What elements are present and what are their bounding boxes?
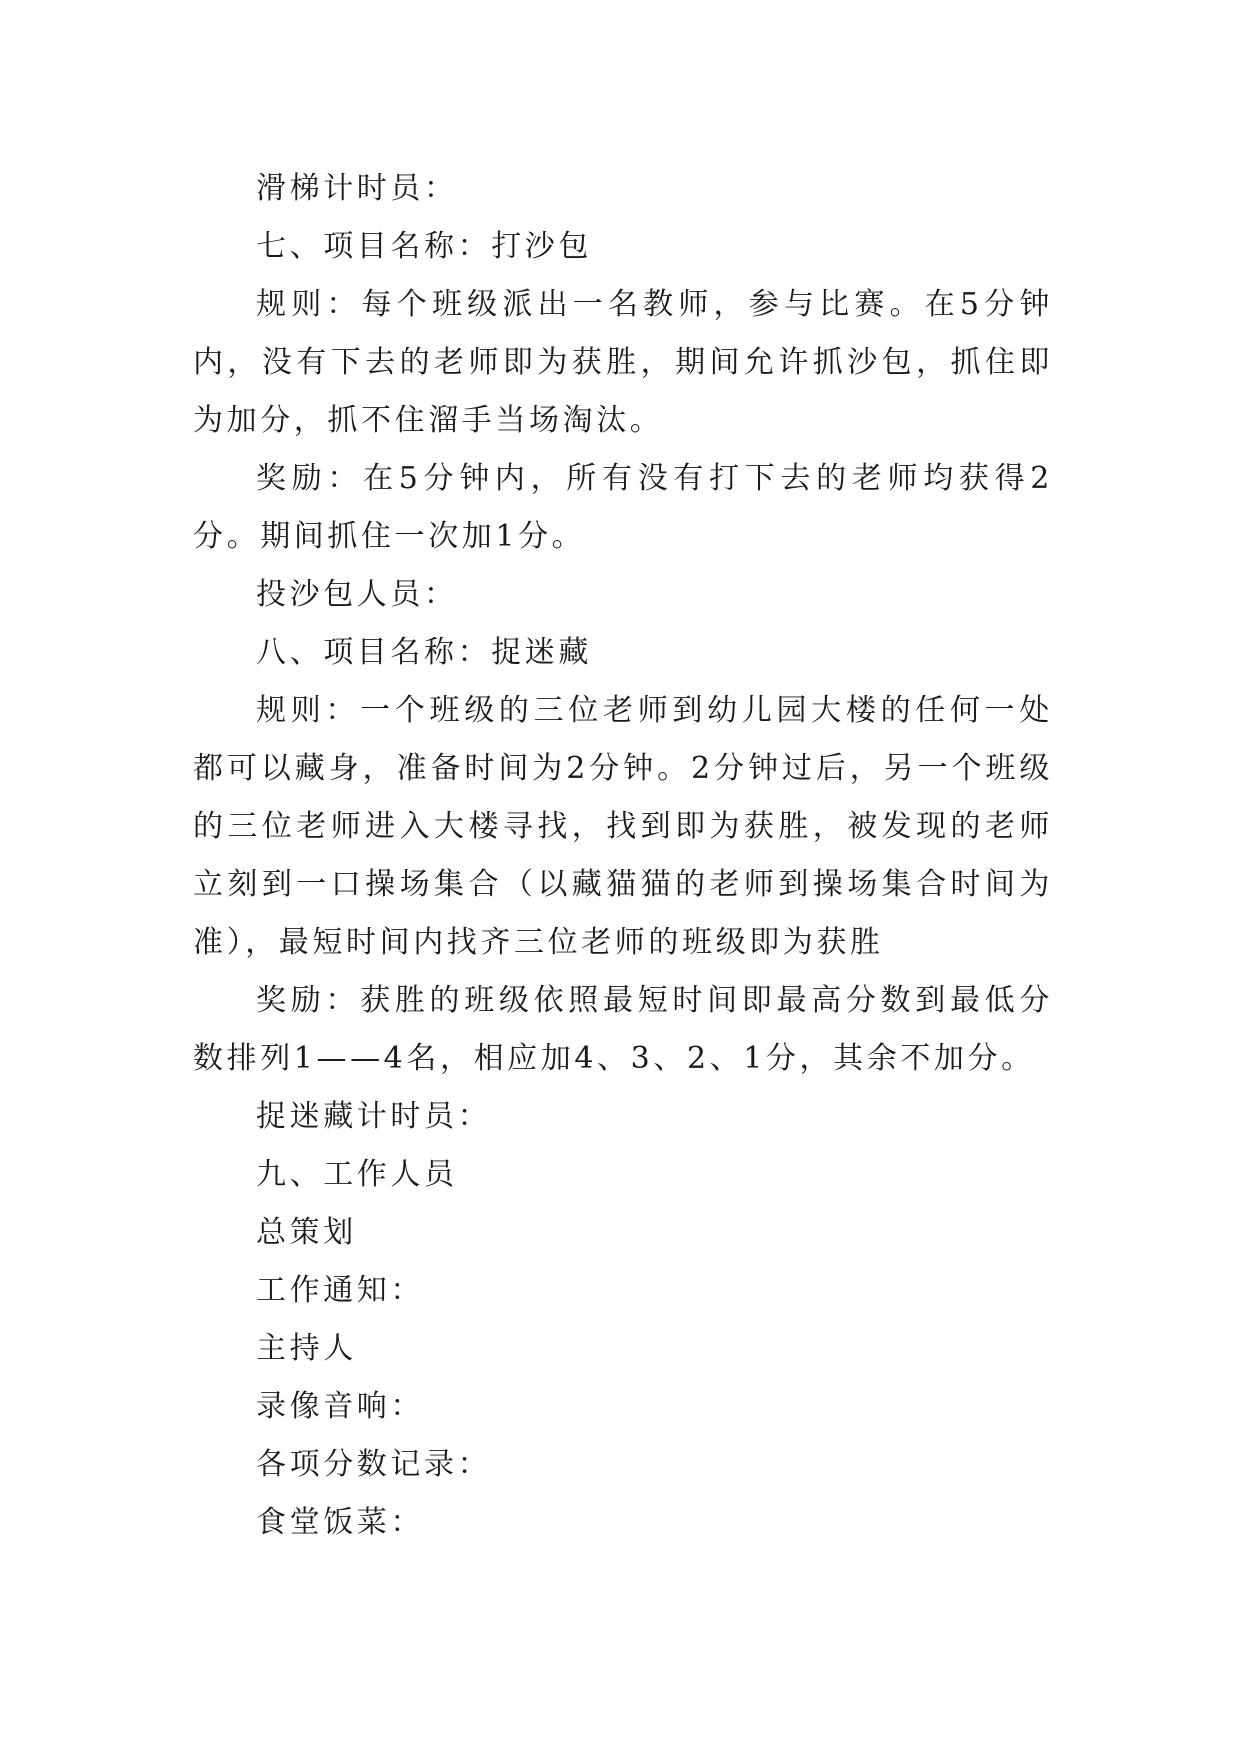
- heading-item-eight: 八、项目名称：捉迷藏: [256, 635, 592, 670]
- paragraph-host: 主持人: [256, 1331, 357, 1366]
- paragraph-hide-seek-timer: 捉迷藏计时员：: [256, 1099, 492, 1134]
- document-body: [193, 160, 1053, 1552]
- paragraph-hide-seek-rules: 规则：一个班级的三位老师到幼儿园大楼的任何一处都可以藏身，准备时间为2分钟。2分钟过后，另一个班级的三位老师进入大楼寻找，找到即为获胜，被发现的老师立刻到一口操场集合（以藏猫猫的老师到操场集合时间为准），最短时间内找齐三位老师的班级即为获胜: [193, 693, 1053, 960]
- paragraph-chief-planner: 总策划: [256, 1215, 357, 1250]
- paragraph-slide-timer: 滑梯计时员：: [256, 171, 458, 206]
- paragraph-sandbag-reward: 奖励：在5分钟内，所有没有打下去的老师均获得2分。期间抓住一次加1分。: [193, 461, 1053, 554]
- paragraph-sandbag-throwers: 投沙包人员：: [256, 577, 458, 612]
- paragraph-canteen-meals: 食堂饭菜：: [256, 1505, 424, 1540]
- paragraph-hide-seek-reward: 奖励：获胜的班级依照最短时间即最高分数到最低分数排列1——4名，相应加4、3、2、1分，其余不加分。: [193, 983, 1053, 1076]
- heading-item-nine: 九、工作人员: [256, 1157, 458, 1192]
- paragraph-work-notice: 工作通知：: [256, 1273, 424, 1308]
- paragraph-video-audio: 录像音响：: [256, 1389, 424, 1424]
- paragraph-sandbag-rules: 规则：每个班级派出一名教师，参与比赛。在5分钟内，没有下去的老师即为获胜，期间允许抓沙包，抓住即为加分，抓不住溜手当场淘汰。: [193, 287, 1053, 438]
- paragraph-score-recording: 各项分数记录：: [256, 1447, 492, 1482]
- heading-item-seven: 七、项目名称：打沙包: [256, 229, 592, 264]
